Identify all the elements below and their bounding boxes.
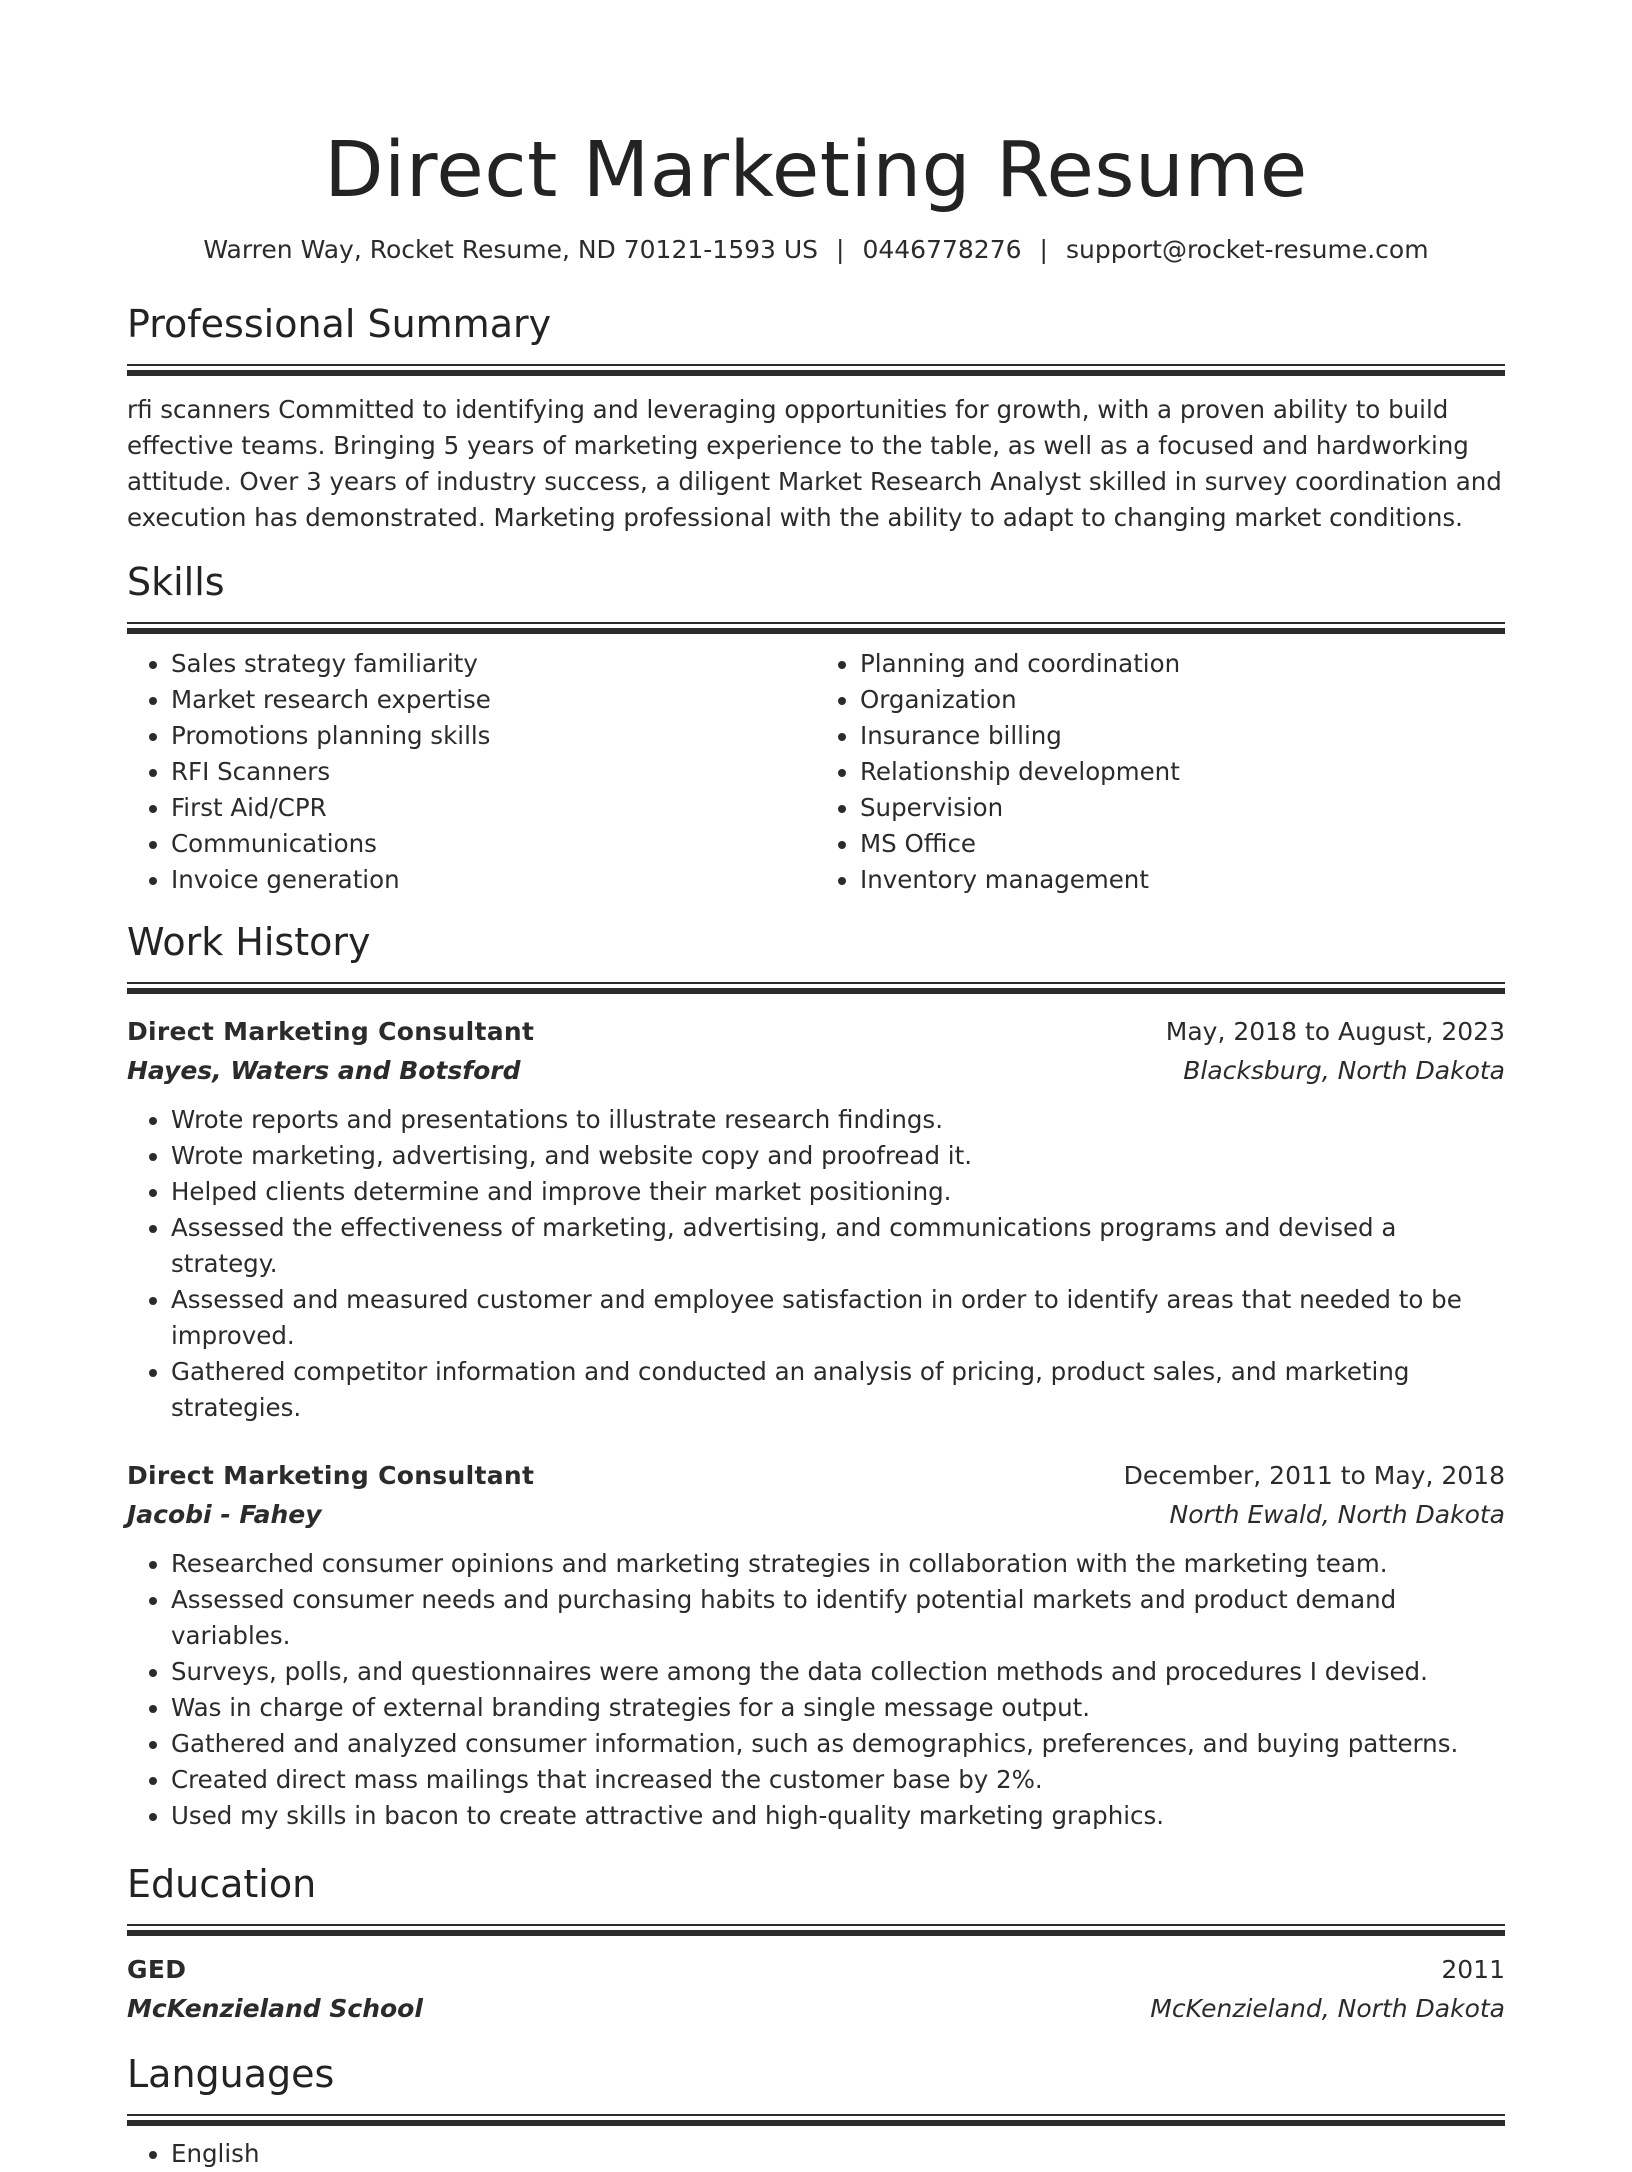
education-school: McKenzieland School <box>127 1994 423 2023</box>
work-heading: Work History <box>127 920 371 964</box>
job-bullet: • Was in charge of external branding strategies for a single message output. <box>171 1690 1505 1726</box>
job-bullet: • Gathered competitor information and conducted an analysis of pricing, product sales, and marketing strategies. <box>171 1354 1505 1426</box>
job-header <box>127 1012 1505 1052</box>
education-entry <box>127 1950 1505 2028</box>
skill-item: • Supervision <box>860 790 1505 826</box>
section-divider <box>127 364 1505 374</box>
job-bullet: • Wrote reports and presentations to illustrate research findings. <box>171 1102 1505 1138</box>
job-bullet: • Helped clients determine and improve their market positioning. <box>171 1174 1505 1210</box>
skills-heading: Skills <box>127 560 225 604</box>
skill-item: • Invoice generation <box>171 862 816 898</box>
job-dates: December, 2011 to May, 2018 <box>1123 1461 1505 1490</box>
job-dates: May, 2018 to August, 2023 <box>1165 1017 1505 1046</box>
skill-item: • Promotions planning skills <box>171 718 816 754</box>
summary-section <box>127 300 1505 536</box>
languages-heading: Languages <box>127 2052 335 2096</box>
job-location: Blacksburg, North Dakota <box>1183 1056 1505 1085</box>
skill-item: • Organization <box>860 682 1505 718</box>
education-subheader <box>127 1990 1505 2028</box>
skill-item: • Communications <box>171 826 816 862</box>
job-bullet: • Assessed and measured customer and employee satisfaction in order to identify areas that needed to be improved. <box>171 1282 1505 1354</box>
job-bullets <box>127 1546 1505 1834</box>
contact-address: Warren Way, Rocket Resume, ND 70121-1593 US <box>203 235 819 264</box>
job-bullet: • Surveys, polls, and questionnaires were among the data collection methods and procedures I devised. <box>171 1654 1505 1690</box>
skills-list-left <box>127 646 816 898</box>
contact-line <box>127 233 1505 267</box>
contact-phone: 0446778276 <box>862 235 1022 264</box>
job-entry <box>127 1012 1505 1426</box>
section-divider <box>127 982 1505 992</box>
job-bullet: • Gathered and analyzed consumer information, such as demographics, preferences, and buying patterns. <box>171 1726 1505 1762</box>
languages-list <box>127 2136 1505 2172</box>
skill-item: • RFI Scanners <box>171 754 816 790</box>
job-bullet: • Researched consumer opinions and marketing strategies in collaboration with the marketing team. <box>171 1546 1505 1582</box>
skills-list-right <box>816 646 1505 898</box>
skill-item: • First Aid/CPR <box>171 790 816 826</box>
job-bullet: • Wrote marketing, advertising, and website copy and proofread it. <box>171 1138 1505 1174</box>
section-divider <box>127 1924 1505 1934</box>
job-bullet: • Assessed the effectiveness of marketing, advertising, and communications programs and devised a strategy. <box>171 1210 1505 1282</box>
job-subheader <box>127 1496 1505 1534</box>
education-section <box>127 1860 1505 2028</box>
resume-name: Direct Marketing Resume <box>324 126 1308 215</box>
education-degree: GED <box>127 1955 187 1984</box>
work-section <box>127 918 1505 1834</box>
skill-item: • Planning and coordination <box>860 646 1505 682</box>
job-bullet: • Assessed consumer needs and purchasing habits to identify potential markets and product demand variables. <box>171 1582 1505 1654</box>
languages-section <box>127 2050 1505 2172</box>
contact-separator: | <box>1039 235 1048 264</box>
education-header <box>127 1950 1505 1990</box>
skill-item: • Insurance billing <box>860 718 1505 754</box>
education-year: 2011 <box>1441 1955 1505 1984</box>
education-location: McKenzieland, North Dakota <box>1150 1994 1505 2023</box>
job-title: Direct Marketing Consultant <box>127 1017 535 1046</box>
job-company: Jacobi - Fahey <box>127 1500 322 1529</box>
job-bullet: • Created direct mass mailings that increased the customer base by 2%. <box>171 1762 1505 1798</box>
job-location: North Ewald, North Dakota <box>1169 1500 1505 1529</box>
job-bullets <box>127 1102 1505 1426</box>
job-company: Hayes, Waters and Botsford <box>127 1056 521 1085</box>
skills-columns <box>127 646 1505 898</box>
contact-separator: | <box>836 235 845 264</box>
section-divider <box>127 622 1505 632</box>
skills-section <box>127 558 1505 898</box>
job-title: Direct Marketing Consultant <box>127 1461 535 1490</box>
summary-heading: Professional Summary <box>127 302 552 346</box>
job-subheader <box>127 1052 1505 1090</box>
job-bullet: • Used my skills in bacon to create attractive and high-quality marketing graphics. <box>171 1798 1505 1834</box>
skill-item: • Relationship development <box>860 754 1505 790</box>
skill-item: • MS Office <box>860 826 1505 862</box>
job-header <box>127 1456 1505 1496</box>
job-entry <box>127 1456 1505 1834</box>
skill-item: • Sales strategy familiarity <box>171 646 816 682</box>
summary-text: rfi scanners Committed to identifying and leveraging opportunities for growth, with a proven ability to build effective teams. Bringing 5 years of marketing experience to the table, as well as a focused and hardworking attitude. Over 3 years of industry success, a diligent Market Research Analyst skilled in survey coordination and execution has demonstrated. Marketing professional with the ability to adapt to changing market conditions. <box>127 395 1502 532</box>
skill-item: • Inventory management <box>860 862 1505 898</box>
language-item: • English <box>171 2136 1505 2172</box>
skill-item: • Market research expertise <box>171 682 816 718</box>
section-divider <box>127 2114 1505 2124</box>
contact-email: support@rocket-resume.com <box>1065 235 1429 264</box>
education-heading: Education <box>127 1862 317 1906</box>
